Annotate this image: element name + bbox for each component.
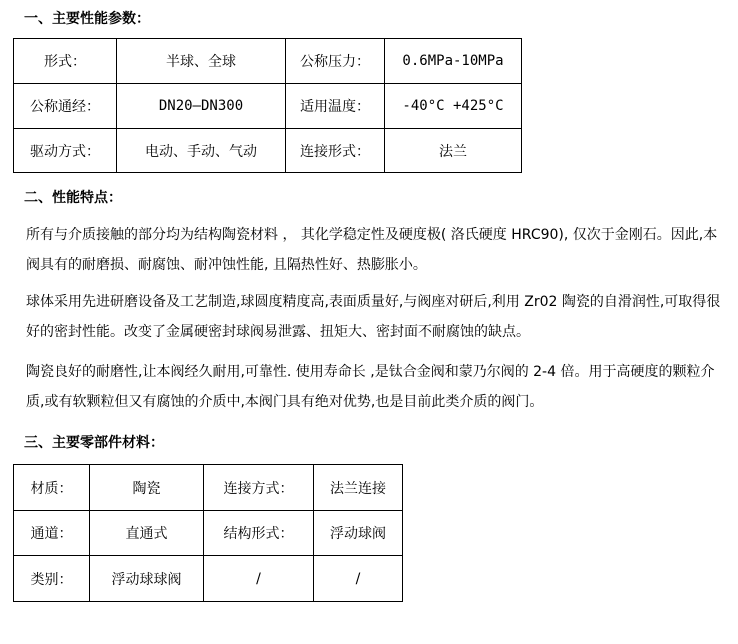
table-cell: 适用温度： [286, 84, 385, 129]
table-cell: 陶瓷 [90, 465, 204, 511]
table-cell: 公称压力： [286, 39, 385, 84]
table-row [14, 129, 522, 173]
performance-params-table [13, 38, 522, 173]
table-cell: 浮动球球阀 [90, 556, 204, 602]
feature-paragraph: 球体采用先进研磨设备及工艺制造,球圆度精度高,表面质量好,与阀座对研后,利用 Zr02 陶瓷的自滑润性,可取得很好的密封性能。改变了金属硬密封球阀易泄露、扭矩大、密封面不耐腐蚀的缺点。 [26, 294, 721, 340]
table-cell: / [204, 556, 314, 602]
table-cell: / [314, 556, 403, 602]
table-cell: 结构形式： [204, 511, 314, 556]
feature-paragraph: 所有与介质接触的部分均为结构陶瓷材料 ， 其化学稳定性及硬度极( 洛氏硬度 HRC90), 仅次于金刚石。因此,本阀具有的耐磨损、耐腐蚀、耐冲蚀性能, 且隔热性好、热膨胀小。 [26, 227, 718, 273]
table-cell: 法兰 [385, 129, 522, 173]
table-row [14, 39, 522, 84]
table-cell: 电动、手动、气动 [117, 129, 286, 173]
table-cell: 连接形式： [286, 129, 385, 173]
table-cell: DN20—DN300 [117, 84, 286, 129]
table-cell: 驱动方式： [14, 129, 117, 173]
table-row [14, 465, 403, 511]
section2-title: 二、性能特点： [24, 190, 122, 206]
table-cell: -40°C +425°C [385, 84, 522, 129]
materials-table [13, 464, 403, 602]
section1-title: 一、主要性能参数： [24, 11, 150, 27]
table-cell: 直通式 [90, 511, 204, 556]
table-cell: 0.6MPa-10MPa [385, 39, 522, 84]
table-row [14, 84, 522, 129]
table-cell: 类别： [14, 556, 90, 602]
table-cell: 公称通经： [14, 84, 117, 129]
table-cell: 浮动球阀 [314, 511, 403, 556]
section3-title: 三、主要零部件材料： [24, 435, 164, 451]
table-cell: 法兰连接 [314, 465, 403, 511]
table-row [14, 511, 403, 556]
table-cell: 通道： [14, 511, 90, 556]
table-cell: 连接方式： [204, 465, 314, 511]
table-cell: 材质： [14, 465, 90, 511]
table-cell: 半球、全球 [117, 39, 286, 84]
table-cell: 形式： [14, 39, 117, 84]
table-row [14, 556, 403, 602]
feature-paragraph: 陶瓷良好的耐磨性,让本阀经久耐用,可靠性. 使用寿命长 ,是钛合金阀和蒙乃尔阀的 2-4 倍。用于高硬度的颗粒介质,或有软颗粒但又有腐蚀的介质中,本阀门具有绝对优势,也是目前此类介质的阀门。 [26, 364, 715, 410]
